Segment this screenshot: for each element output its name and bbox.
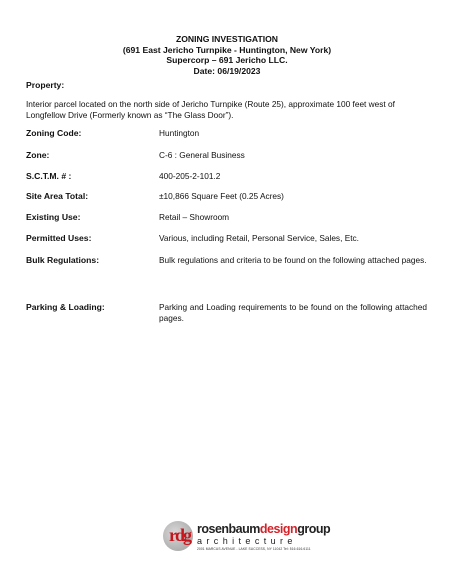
field-value: C-6 : General Business: [159, 150, 245, 160]
property-description: Interior parcel located on the north side of Jericho Turnpike (Route 25), approximate 100 feet west of Longfellow Drive (Formerly known as “The Glass Door”).: [26, 99, 395, 120]
field-value: 400-205-2-101.2: [159, 171, 221, 181]
field-row-parking-loading: [26, 302, 436, 324]
field-value: ±10,866 Square Feet (0.25 Acres): [159, 191, 284, 201]
firm-name: [197, 522, 330, 536]
field-value: Bulk regulations and criteria to be found on the following attached pages.: [159, 255, 427, 265]
field-label: Existing Use:: [26, 212, 81, 222]
document-title: ZONING INVESTIGATION: [175, 34, 278, 44]
logo-monogram: rdg: [169, 525, 190, 545]
document-header: [0, 34, 454, 76]
field-label: Site Area Total:: [26, 191, 89, 201]
field-label: Bulk Regulations:: [26, 255, 100, 265]
field-value: Huntington: [159, 128, 200, 138]
firm-name-end: group: [297, 522, 331, 536]
property-label: Property:: [26, 80, 65, 90]
field-row-existing-use: [26, 212, 436, 223]
field-row-sctm: [26, 171, 436, 182]
field-row-zoning-code: [26, 128, 436, 139]
field-value: Parking and Loading requirements to be found on the following attached pages.: [159, 302, 427, 323]
field-value: Various, including Retail, Personal Service, Sales, Etc.: [159, 233, 359, 243]
field-row-bulk-regulations: [26, 255, 436, 266]
field-label: S.C.T.M. # :: [26, 171, 72, 181]
firm-logo: [163, 521, 333, 553]
field-label: Zone:: [26, 150, 50, 160]
document-date: Date: 06/19/2023: [193, 65, 261, 76]
client-name: Supercorp – 691 Jericho LLC.: [166, 55, 288, 66]
firm-name-accent: design: [259, 522, 298, 536]
field-label: Zoning Code:: [26, 128, 82, 138]
field-row-site-area: [26, 191, 436, 202]
site-address: (691 East Jericho Turnpike - Huntington, New York): [122, 44, 332, 55]
field-label: Parking & Loading:: [26, 302, 105, 312]
field-row-zone: [26, 150, 436, 161]
field-row-permitted-uses: [26, 233, 436, 244]
firm-tagline: architecture: [197, 536, 297, 546]
firm-address: 2001 MARCUS AVENUE - LAKE SUCCESS, NY 11042 Tel: 516.616.6111: [197, 547, 311, 551]
firm-name-start: rosenbaum: [197, 522, 260, 536]
field-label: Permitted Uses:: [26, 233, 92, 243]
field-value: Retail – Showroom: [159, 212, 230, 222]
